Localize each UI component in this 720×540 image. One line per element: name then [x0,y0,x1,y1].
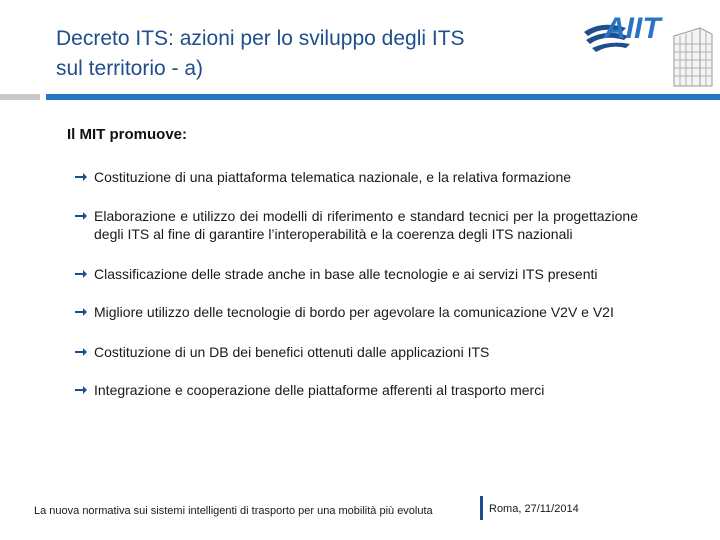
aiit-logo [582,6,674,62]
section-heading: Il MIT promuove: [67,126,187,143]
list-item [74,343,638,362]
list-item [74,265,638,284]
list-item [74,303,638,322]
bullet-text: Classificazione delle strade anche in base alle tecnologie e ai servizi ITS presenti [94,265,598,282]
building-icon [670,20,716,90]
right-arrow-icon [74,208,88,224]
list-item [74,168,638,187]
bullet-list [74,160,638,400]
header-rule-gray [0,94,40,100]
bullet-text: Integrazione e cooperazione delle piattaforme afferenti al trasporto merci [94,382,545,398]
bullet-text: Costituzione di una piattaforma telematica nazionale, e la relativa formazione [94,169,572,185]
right-arrow-icon [74,266,88,282]
bullet-text: Costituzione di un DB dei benefici ottenuti dalle applicazioni ITS [94,343,490,360]
right-arrow-icon [74,304,88,320]
right-arrow-icon [74,382,88,398]
list-item [74,207,638,244]
footer-divider [480,496,483,520]
footer-caption: La nuova normativa sui sistemi intelligenti di trasporto per una mobilità più evoluta [34,505,433,517]
right-arrow-icon [74,344,88,360]
slide-title [56,24,576,84]
bullet-text: Migliore utilizzo delle tecnologie di bordo per agevolare la comunicazione V2V e V2I [94,304,614,320]
header-rule-blue [46,94,720,100]
list-item [74,381,638,400]
right-arrow-icon [74,169,88,185]
logo-text: AIIT [604,12,661,45]
title-line-2: sul territorio - a) [56,57,204,80]
title-line-1: Decreto ITS: azioni per lo sviluppo degli ITS [56,27,465,50]
footer-date: Roma, 27/11/2014 [489,503,579,515]
bullet-text: Elaborazione e utilizzo dei modelli di riferimento e standard tecnici per la progettazione degli ITS al fine di garantire l’interoperabilità e la coerenza degli ITS nazionali [94,207,638,242]
